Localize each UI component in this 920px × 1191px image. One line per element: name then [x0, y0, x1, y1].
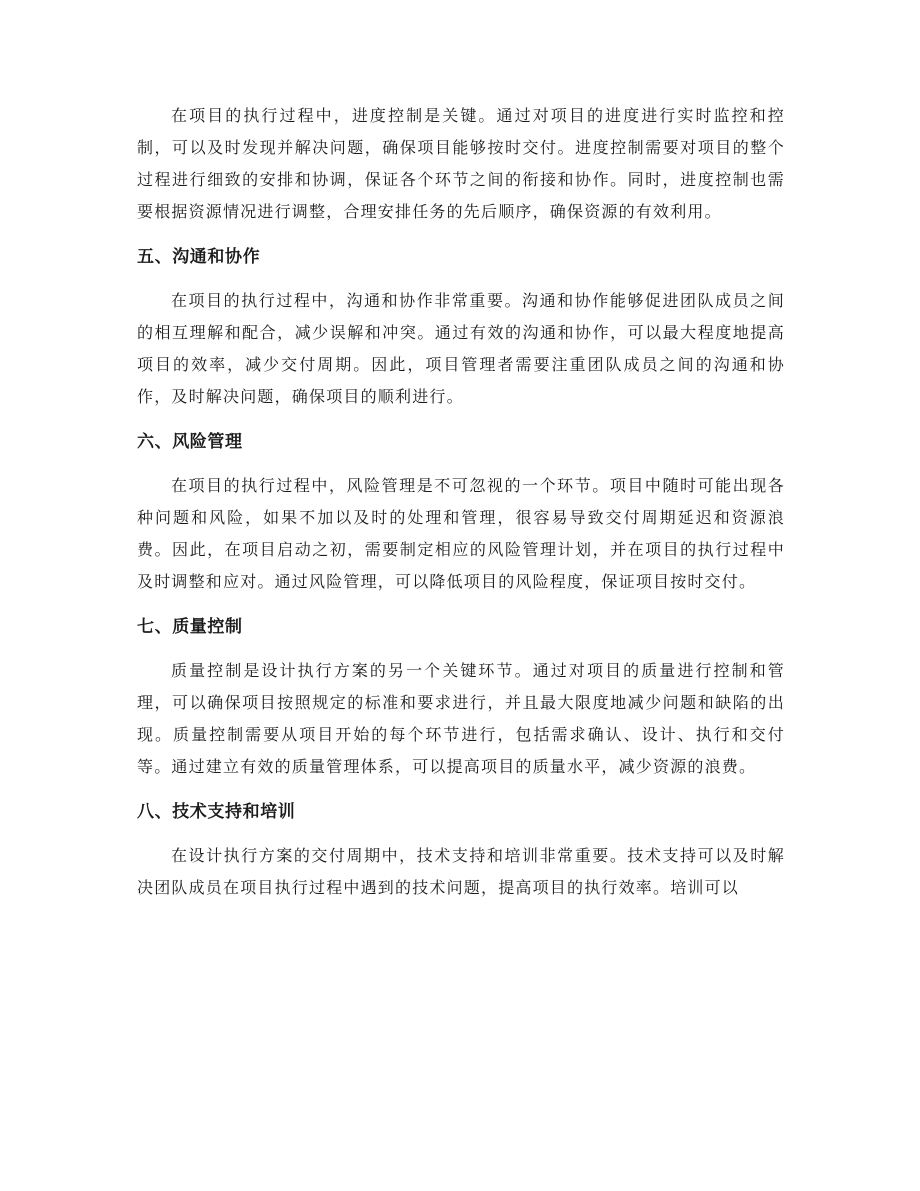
section-paragraph: 质量控制是设计执行方案的另一个关键环节。通过对项目的质量进行控制和管理，可以确保项目按照规定的标准和要求进行，并且最大限度地减少问题和缺陷的出现。质量控制需要从项目开始的每个环节进行，包括需求确认、设计、执行和交付等。通过建立有效的质量管理体系，可以提高项目的质量水平，减少资源的浪费。: [137, 661, 785, 776]
section-quality-control: [137, 598, 785, 783]
section-heading: 七、质量控制: [137, 617, 243, 637]
section-paragraph: 在项目的执行过程中，风险管理是不可忽视的一个环节。项目中随时可能出现各种问题和风险，如果不加以及时的处理和管理，很容易导致交付周期延迟和资源浪费。因此，在项目启动之初，需要制定相应的风险管理计划，并在项目的执行过程中及时调整和应对。通过风险管理，可以降低项目的风险程度，保证项目按时交付。: [137, 476, 785, 591]
document-body: [137, 100, 785, 904]
section-paragraph: 在设计执行方案的交付周期中，技术支持和培训非常重要。技术支持可以及时解决团队成员在项目执行过程中遇到的技术问题，提高项目的执行效率。培训可以: [137, 846, 785, 897]
section-heading: 八、技术支持和培训: [137, 802, 296, 822]
section-heading: 六、风险管理: [137, 432, 243, 452]
section-paragraph: 在项目的执行过程中，沟通和协作非常重要。沟通和协作能够促进团队成员之间的相互理解和配合，减少误解和冲突。通过有效的沟通和协作，可以最大程度地提高项目的效率，减少交付周期。因此，项目管理者需要注重团队成员之间的沟通和协作，及时解决问题，确保项目的顺利进行。: [137, 291, 785, 406]
section-heading: 五、沟通和协作: [137, 247, 261, 267]
intro-paragraph: 在项目的执行过程中，进度控制是关键。通过对项目的进度进行实时监控和控制，可以及时发现并解决问题，确保项目能够按时交付。进度控制需要对项目的整个过程进行细致的安排和协调，保证各个环节之间的衔接和协作。同时，进度控制也需要根据资源情况进行调整，合理安排任务的先后顺序，确保资源的有效利用。: [137, 106, 785, 221]
section-tech-support: [137, 783, 785, 904]
section-risk-management: [137, 413, 785, 598]
section-communication: [137, 228, 785, 413]
